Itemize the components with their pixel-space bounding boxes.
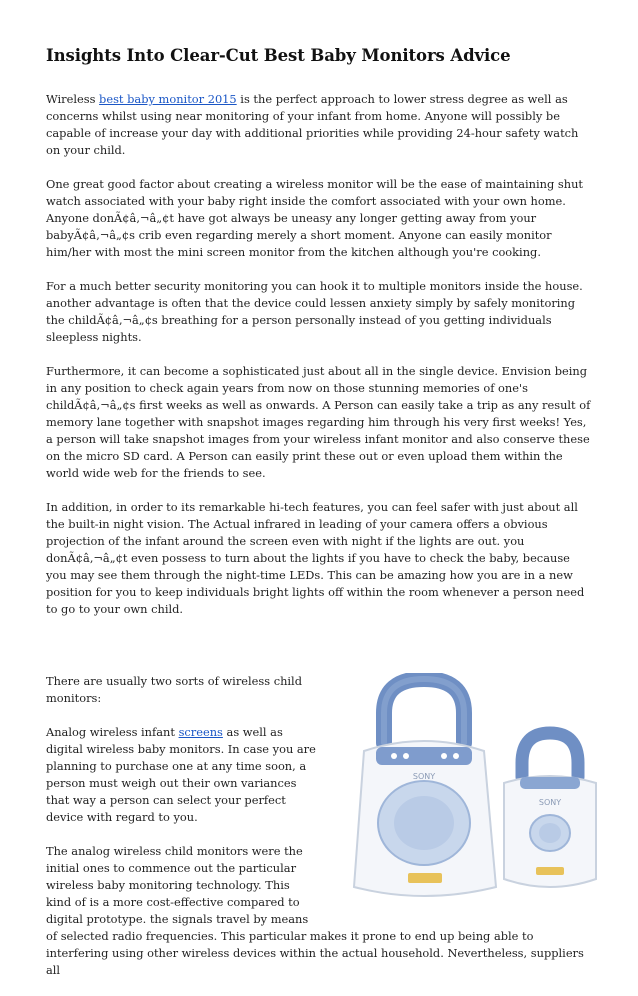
paragraph-6: There are usually two sorts of wireless child monitors: [46, 674, 302, 705]
parent-unit-image [354, 679, 496, 896]
baby-unit-image [504, 733, 596, 887]
baby-monitor-image [324, 673, 602, 913]
paragraph-1: Wireless best baby monitor 2015 is the perfect approach to lower stress degree as well as concerns whilst using near monitoring of your infant from home. Anyone will possibly be capable of increase your day with additional priorities while providing 24-hour safety watch on your child. [46, 92, 579, 157]
article [46, 46, 594, 996]
paragraph-2: One great good factor about creating a wireless monitor will be the ease of maintaining shut watch associated with your baby right inside the comfort associated with your own home. Anyone donÃ¢â‚¬â„¢t have got always be uneasy any longer getting away from your babyÃ¢â‚¬â„¢s crib even regarding merely a short moment. Anyone can easily monitor him/her with most the mini screen monitor from the kitchen although you're cooking. [46, 177, 584, 259]
parent-unit-brand: SONY [412, 772, 436, 781]
baby-unit-brand: SONY [538, 798, 562, 807]
paragraph-7: Analog wireless infant screens as well as digital wireless baby monitors. In case you are planning to purchase one at any time soon, a person must weigh out their own variances that way a person can select your perfect device with regard to you. [46, 725, 316, 824]
screens-link[interactable]: screens [178, 725, 223, 739]
paragraph-4: Furthermore, it can become a sophisticated just about all in the single device. Envision being in any position to check again years from now on those stunning memories of one's childÃ¢â‚¬â„¢s first weeks as well as onwards. A Person can easily take a trip as any result of memory lane together with snapshot images regarding him through his very first weeks! Yes, a person will take snapshot images from your wireless infant monitor and also conserve these on the micro SD card. A Person can easily print these out or even upload them within the world wide web for the friends to see. [46, 364, 591, 480]
best-baby-monitor-link[interactable]: best baby monitor 2015 [99, 92, 237, 106]
paragraph-5: In addition, in order to its remarkable hi-tech features, you can feel safer with just about all the built-in night vision. The Actual infrared in leading of your camera offers a obvious projection of the infant around the screen even with night if the lights are out. you donÃ¢â‚¬â„¢t even possess to turn about the lights if you have to check the baby, because you may see them through the night-time LEDs. This can be amazing how you are in a new position for you to keep individuals bright lights off within the room whenever a person need to go to your own child. [46, 500, 585, 616]
paragraph-8: The analog wireless child monitors were the initial ones to commence out the particular wireless baby monitoring technology. This kind of is a more cost-effective compared to digital prototype. the signals travel by means of selected radio frequencies. This particular makes it prone to end up being able to interfering using other wireless devices within the actual household. Nevertheless, suppliers all [46, 844, 584, 977]
page-title: Insights Into Clear-Cut Best Baby Monitors Advice [46, 46, 511, 65]
paragraph-3: For a much better security monitoring you can hook it to multiple monitors inside the house. another advantage is often that the device could lessen anxiety simply by safely monitoring the childÃ¢â‚¬â„¢s breathing for a person personally instead of you getting individuals sleepless nights. [46, 279, 583, 344]
